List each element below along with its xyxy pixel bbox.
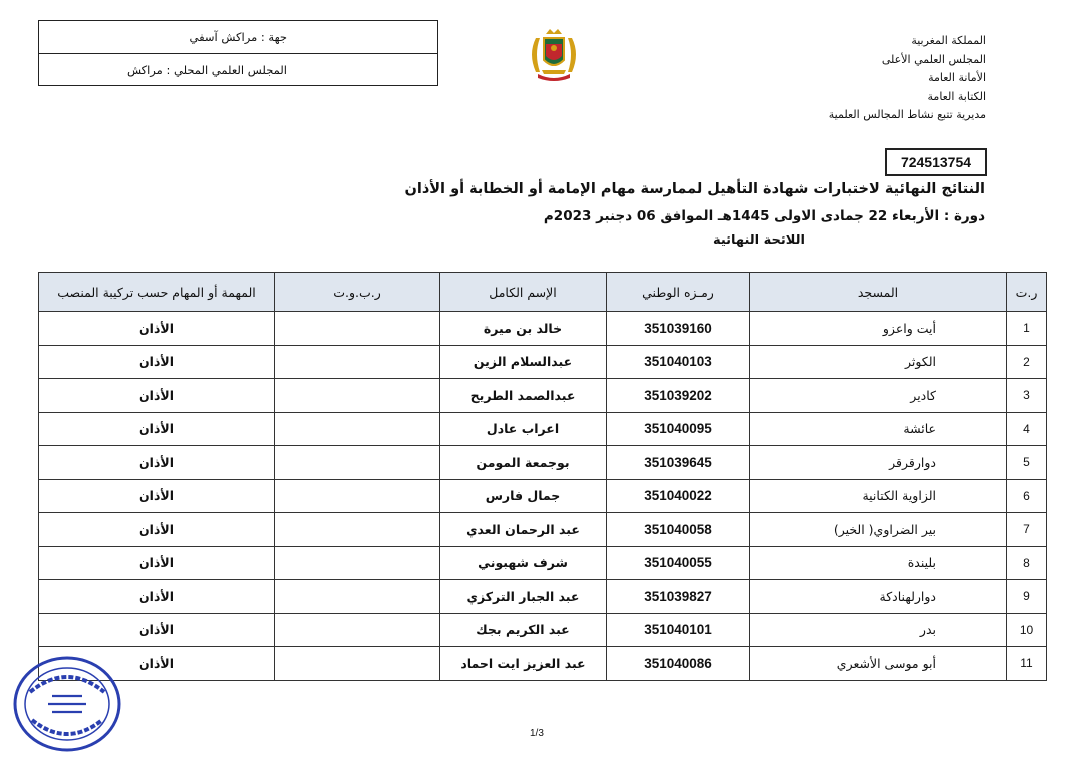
task-cell: الأذان [39, 379, 275, 413]
row-number-cell: 4 [1007, 412, 1047, 446]
row-number-cell: 5 [1007, 446, 1047, 480]
page-number: 1/3 [530, 728, 544, 739]
rbwt-cell [275, 479, 440, 513]
national-code-cell: 351039160 [607, 312, 750, 346]
full-name-cell: عبد العزيز ايت احماد [440, 647, 607, 681]
table-row [39, 647, 1047, 681]
mosque-cell: أيت واعزو [750, 312, 1007, 346]
national-code-cell: 351040058 [607, 513, 750, 547]
column-header-national-code: رمـزه الوطني [607, 273, 750, 312]
full-name-cell: شرف شهبوني [440, 546, 607, 580]
official-stamp [8, 652, 126, 756]
mosque-cell: كادير [750, 379, 1007, 413]
table-row [39, 479, 1047, 513]
mosque-cell: أبو موسى الأشعري [750, 647, 1007, 681]
column-header-full-name: الإسم الكامل [440, 273, 607, 312]
full-name-cell: عبدالصمد الطريح [440, 379, 607, 413]
full-name-cell: عبد الرحمان العدي [440, 513, 607, 547]
region-council-box [38, 20, 438, 86]
table-row [39, 580, 1047, 614]
row-number-cell: 2 [1007, 345, 1047, 379]
table-row [39, 345, 1047, 379]
national-code-cell: 351040086 [607, 647, 750, 681]
mosque-cell: بدر [750, 613, 1007, 647]
mosque-cell: دوارلهنادكة [750, 580, 1007, 614]
column-header-task: المهمة أو المهام حسب تركيبة المنصب [39, 273, 275, 312]
header-line-general-office: الكتابة العامة [927, 89, 986, 103]
table-row [39, 412, 1047, 446]
reference-number: 724513754 [885, 148, 987, 176]
row-number-cell: 11 [1007, 647, 1047, 681]
rbwt-cell [275, 647, 440, 681]
national-code-cell: 351040022 [607, 479, 750, 513]
national-code-cell: 351039827 [607, 580, 750, 614]
table-row [39, 379, 1047, 413]
column-header-rbwt: ر.ب.و.ت [275, 273, 440, 312]
row-number-cell: 3 [1007, 379, 1047, 413]
table-row [39, 613, 1047, 647]
header-line-kingdom: المملكة المغربية [911, 34, 986, 47]
task-cell: الأذان [39, 312, 275, 346]
table-row [39, 446, 1047, 480]
row-number-cell: 9 [1007, 580, 1047, 614]
institution-header [786, 32, 986, 125]
header-line-council: المجلس العلمي الأعلى [881, 52, 986, 66]
full-name-cell: عبد الجبار التركزي [440, 580, 607, 614]
table-header-row [39, 273, 1047, 312]
rbwt-cell [275, 546, 440, 580]
row-number-cell: 6 [1007, 479, 1047, 513]
full-name-cell: اعراب عادل [440, 412, 607, 446]
document-titles [200, 178, 985, 253]
national-code-cell: 351040103 [607, 345, 750, 379]
list-title: اللائحة النهائية [712, 233, 805, 248]
rbwt-cell [275, 345, 440, 379]
full-name-cell: خالد بن ميرة [440, 312, 607, 346]
moroccan-coat-of-arms-icon [524, 26, 584, 82]
header-line-directorate: مديرية تتبع نشاط المجالس العلمية [828, 108, 986, 122]
task-cell: الأذان [39, 446, 275, 480]
mosque-cell: عائشة [750, 412, 1007, 446]
task-cell: الأذان [39, 513, 275, 547]
region-label: جهة : مراكش آسفي [189, 30, 287, 44]
rbwt-cell [275, 379, 440, 413]
main-title: النتائج النهائية لاختبارات شهادة التأهيل لممارسة مهام الإمامة أو الخطابة أو الأذان [404, 181, 985, 197]
full-name-cell: جمال فارس [440, 479, 607, 513]
rbwt-cell [275, 412, 440, 446]
national-code-cell: 351039645 [607, 446, 750, 480]
local-council-label: المجلس العلمي المحلي : مراكش [39, 53, 437, 85]
full-name-cell: عبد الكريم بجك [440, 613, 607, 647]
table-row [39, 513, 1047, 547]
rbwt-cell [275, 613, 440, 647]
national-code-cell: 351040055 [607, 546, 750, 580]
table-body [39, 312, 1047, 681]
row-number-cell: 7 [1007, 513, 1047, 547]
national-code-cell: 351040095 [607, 412, 750, 446]
task-cell: الأذان [39, 647, 275, 681]
row-number-cell: 8 [1007, 546, 1047, 580]
mosque-cell: دوارقرقر [750, 446, 1007, 480]
column-header-number: ر.ت [1007, 273, 1047, 312]
national-code-cell: 351039202 [607, 379, 750, 413]
rbwt-cell [275, 312, 440, 346]
mosque-cell: بليندة [750, 546, 1007, 580]
rbwt-cell [275, 446, 440, 480]
task-cell: الأذان [39, 412, 275, 446]
task-cell: الأذان [39, 546, 275, 580]
session-line: دورة : الأربعاء 22 جمادى الاولى 1445هـ الموافق 06 دجنبر 2023م [543, 208, 985, 224]
header-line-secretariat: الأمانة العامة [928, 71, 986, 85]
full-name-cell: عبدالسلام الزين [440, 345, 607, 379]
rbwt-cell [275, 580, 440, 614]
task-cell: الأذان [39, 613, 275, 647]
row-number-cell: 1 [1007, 312, 1047, 346]
column-header-mosque: المسجد [750, 273, 1007, 312]
full-name-cell: بوجمعة المومن [440, 446, 607, 480]
national-code-cell: 351040101 [607, 613, 750, 647]
mosque-cell: الكوثر [750, 345, 1007, 379]
task-cell: الأذان [39, 345, 275, 379]
mosque-cell: بير الضراوي( الخير) [750, 513, 1007, 547]
results-table [38, 272, 1047, 681]
task-cell: الأذان [39, 479, 275, 513]
row-number-cell: 10 [1007, 613, 1047, 647]
mosque-cell: الزاوية الكتانية [750, 479, 1007, 513]
rbwt-cell [275, 513, 440, 547]
table-row [39, 312, 1047, 346]
task-cell: الأذان [39, 580, 275, 614]
table-row [39, 546, 1047, 580]
